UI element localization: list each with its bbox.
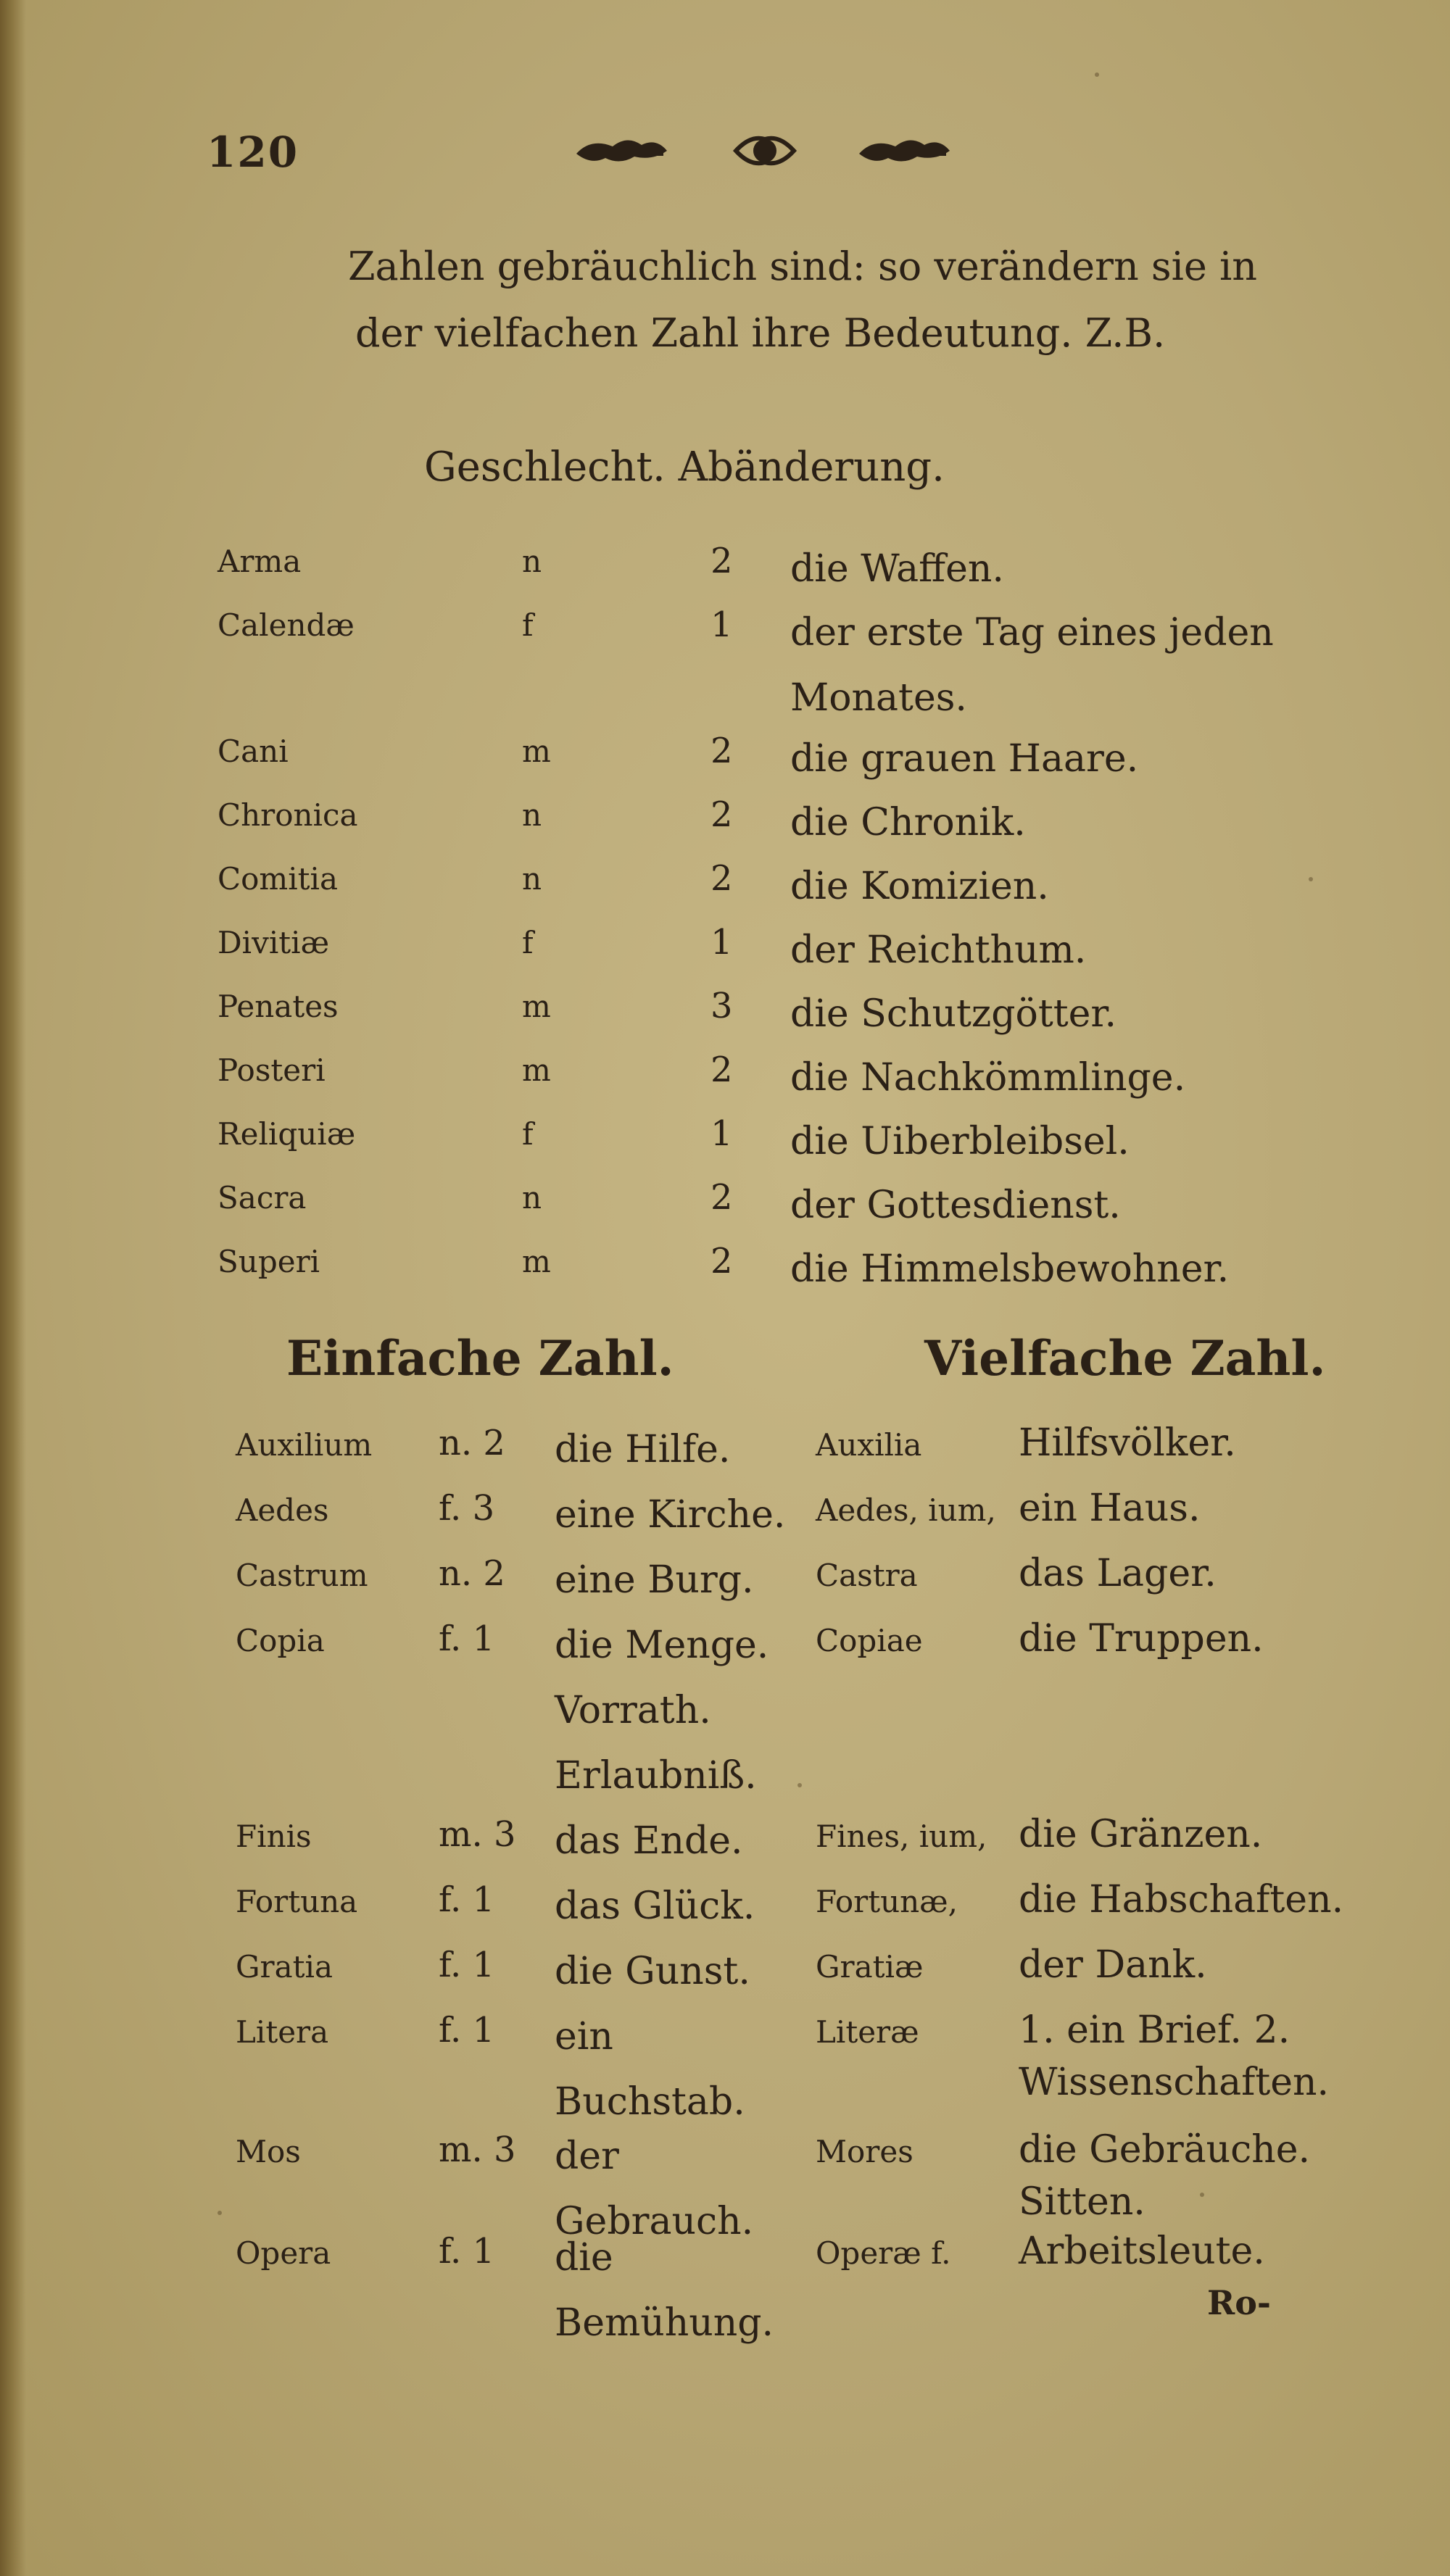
table-row: [218, 1109, 1348, 1174]
table-row: [218, 600, 1348, 731]
singular-meaning: das Ende.: [555, 1819, 743, 1863]
singular-meaning: das Glück.: [555, 1885, 755, 1928]
gender-mark: f: [522, 1116, 534, 1152]
gender-mark: n: [522, 544, 542, 579]
intro-text: [348, 233, 1320, 367]
german-meaning: die grauen Haare.: [790, 737, 1139, 781]
gender-mark: m: [522, 1244, 551, 1279]
latin-word: Calendæ: [218, 607, 355, 643]
gender-declension: m. 3: [439, 1814, 516, 1855]
table-row: [218, 536, 1348, 602]
latin-word: Gratia: [236, 1949, 334, 1985]
plural-meaning: die Gränzen.: [1019, 1813, 1263, 1856]
simple-number-heading: Einfache Zahl.: [286, 1330, 674, 1387]
plural-word: Literæ: [816, 2014, 919, 2050]
german-meaning: die Komizien.: [790, 865, 1049, 908]
table-row: [218, 981, 1348, 1047]
declension-number: 2: [710, 1050, 733, 1090]
latin-word: Penates: [218, 989, 339, 1024]
plural-word: Operæ f.: [816, 2235, 951, 2271]
plural-word: Auxilia: [816, 1427, 922, 1463]
declension-number: 2: [710, 1177, 733, 1218]
latin-word: Castrum: [236, 1558, 368, 1593]
gender-declension: n. 2: [439, 1553, 505, 1594]
gender-mark: f: [522, 925, 534, 960]
plural-meaning: Hilfsvölker.: [1019, 1421, 1236, 1465]
intro-line-1: Zahlen gebräuchlich sind: so verändern sie in: [348, 244, 1258, 289]
table-row: [218, 1237, 1348, 1302]
intro-line-2: der vielfachen Zahl ihre Bedeutung. Z.B.: [355, 310, 1166, 356]
singular-meaning: die Hilfe.: [555, 1428, 731, 1471]
german-meaning: die Waffen.: [790, 547, 1004, 591]
table-row: [218, 1045, 1348, 1110]
plural-meaning: der Dank.: [1019, 1943, 1207, 1987]
singular-meaning: eine Kirche.: [555, 1493, 786, 1537]
plural-word: Fines, ium,: [816, 1819, 987, 1854]
table-row: [218, 918, 1348, 983]
declension-number: 2: [710, 541, 733, 581]
german-meaning: die Uiberbleibsel.: [790, 1120, 1130, 1163]
plural-meaning: die Habschaften.: [1019, 1878, 1344, 1921]
german-meaning: die Himmelsbewohner.: [790, 1247, 1230, 1291]
declension-number: 1: [710, 1113, 733, 1154]
plural-meaning: ein Haus.: [1019, 1487, 1201, 1530]
latin-word: Chronica: [218, 797, 358, 833]
declension-number: 3: [710, 986, 733, 1026]
gender-declension: f. 1: [439, 1945, 495, 1985]
gender-declension: f. 1: [439, 1619, 495, 1659]
page-binding-edge: [0, 0, 26, 2576]
table-row: [218, 726, 1348, 792]
latin-word: Mos: [236, 2134, 301, 2169]
gender-mark: n: [522, 861, 542, 897]
latin-word: Arma: [218, 544, 302, 579]
latin-word: Fortuna: [236, 1884, 358, 1919]
singular-meaning: eine Burg.: [555, 1558, 754, 1602]
latin-word: Sacra: [218, 1180, 307, 1216]
latin-word: Copia: [236, 1623, 325, 1658]
plural-word: Copiae: [816, 1623, 923, 1658]
gender-declension: f. 3: [439, 1488, 495, 1529]
latin-word: Reliquiæ: [218, 1116, 356, 1152]
latin-word: Finis: [236, 1819, 312, 1854]
gender-declension: m. 3: [439, 2130, 516, 2170]
plural-word: Castra: [816, 1558, 918, 1593]
gender-mark: m: [522, 734, 551, 769]
singular-meaning: die Gunst.: [555, 1950, 750, 1993]
latin-word: Auxilium: [236, 1427, 373, 1463]
declension-number: 2: [710, 1241, 733, 1281]
page-number: 120: [207, 128, 299, 177]
latin-word: Cani: [218, 734, 289, 769]
singular-meaning: die Menge. Vorrath. Erlaubniß.: [555, 1624, 769, 1798]
gender-mark: f: [522, 607, 534, 643]
german-meaning: der Gottesdienst.: [790, 1184, 1121, 1227]
declension-number: 1: [710, 604, 733, 645]
table-row: [218, 1173, 1348, 1238]
declension-number: 2: [710, 794, 733, 835]
plural-number-heading: Vielfache Zahl.: [924, 1330, 1326, 1387]
gender-mark: n: [522, 1180, 542, 1216]
declension-number: 1: [710, 922, 733, 963]
german-meaning: die Nachkömmlinge.: [790, 1056, 1186, 1100]
singular-meaning: ein Buchstab.: [555, 2015, 745, 2124]
latin-word: Divitiæ: [218, 925, 330, 960]
declension-number: 2: [710, 731, 733, 771]
gender-mark: n: [522, 797, 542, 833]
table-row: [218, 854, 1348, 919]
latin-word: Litera: [236, 2014, 329, 2050]
plural-word: Gratiæ: [816, 1949, 924, 1985]
ornament-icon: [562, 125, 968, 175]
gender-table-title: Geschlecht. Abänderung.: [424, 444, 945, 491]
plural-meaning: die Gebräuche. Sitten.: [1019, 2128, 1311, 2224]
plural-meaning: Arbeitsleute.: [1019, 2230, 1265, 2273]
declension-number: 2: [710, 858, 733, 899]
catchword: Ro-: [1207, 2283, 1272, 2322]
latin-word: Opera: [236, 2235, 331, 2271]
latin-word: Aedes: [236, 1492, 329, 1528]
plural-meaning: 1. ein Brief. 2. Wissenschaften.: [1019, 2008, 1330, 2104]
singular-meaning: die Bemühung.: [555, 2236, 774, 2345]
latin-word: Comitia: [218, 861, 339, 897]
plural-word: Mores: [816, 2134, 914, 2169]
german-meaning: der erste Tag eines jeden Monates.: [790, 611, 1274, 720]
german-meaning: die Schutzgötter.: [790, 992, 1117, 1036]
german-meaning: der Reichthum.: [790, 928, 1087, 972]
plural-word: Fortunæ,: [816, 1884, 958, 1919]
gender-declension: f. 1: [439, 2231, 495, 2272]
gender-declension: f. 1: [439, 1879, 495, 1920]
gender-mark: m: [522, 989, 551, 1024]
plural-word: Aedes, ium,: [816, 1492, 996, 1528]
gender-mark: m: [522, 1052, 551, 1088]
singular-meaning: der Gebrauch.: [555, 2135, 754, 2243]
gender-declension: f. 1: [439, 2010, 495, 2051]
table-row: [218, 790, 1348, 855]
gender-declension: n. 2: [439, 1423, 505, 1463]
latin-word: Superi: [218, 1244, 320, 1279]
plural-meaning: das Lager.: [1019, 1552, 1217, 1595]
german-meaning: die Chronik.: [790, 801, 1026, 844]
plural-meaning: die Truppen.: [1019, 1617, 1264, 1661]
latin-word: Posteri: [218, 1052, 326, 1088]
